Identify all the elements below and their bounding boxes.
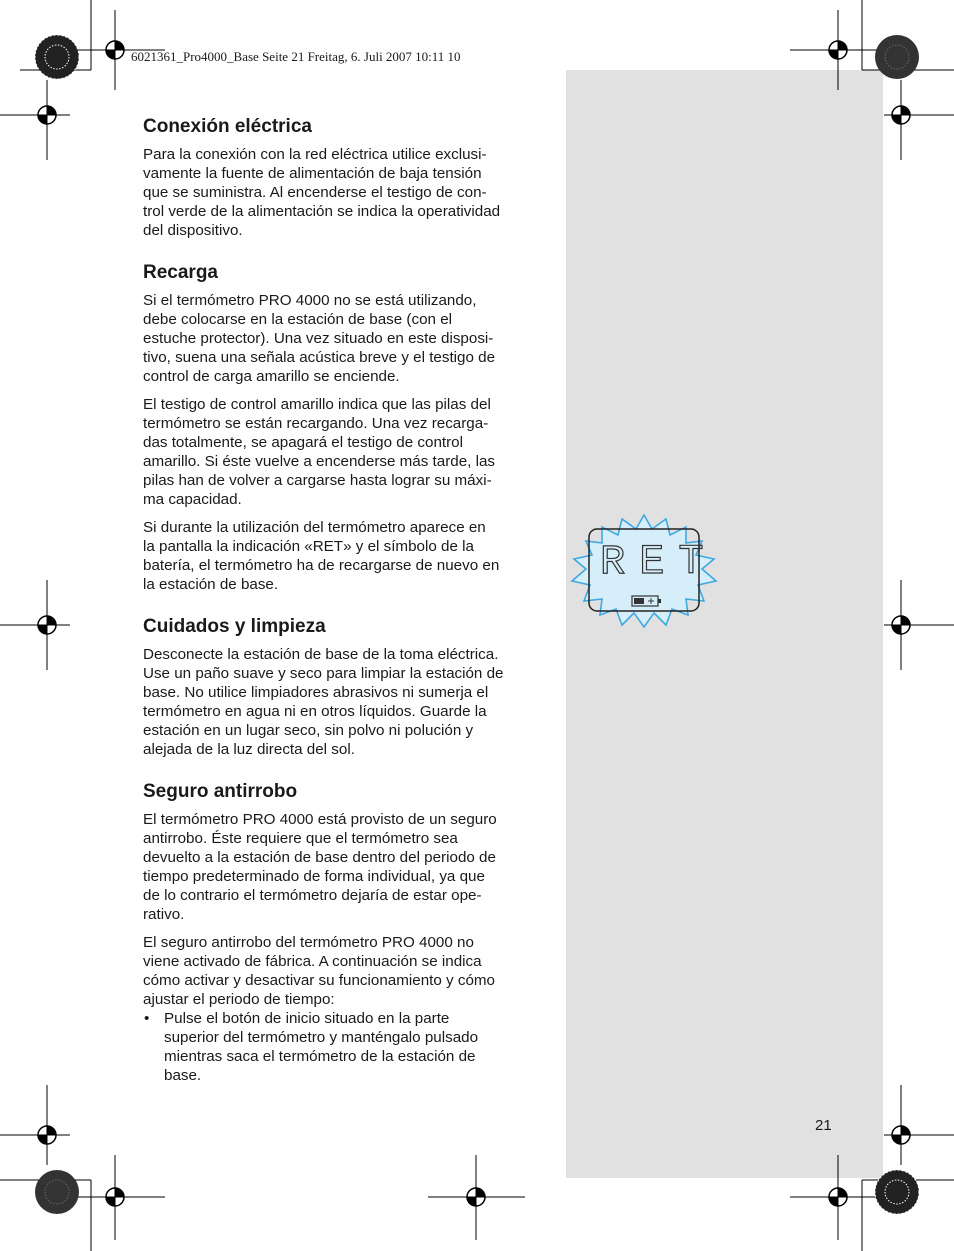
paragraph: Si durante la utilización del termómetro aparece en la pantalla la indicación «RET» y el símbolo de la batería, el termómetro ha de recargarse de nuevo en la estación de base. — [143, 519, 500, 593]
paragraph: El testigo de control amarillo indica que las pilas del termómetro se están recargando. Una vez recarga- das totalmente, se apagará el testigo de control amarillo. Si éste vuelve a encenderse más tarde, las pilas han de volver a cargarse hasta lograr su máxi- ma capacidad. — [143, 396, 496, 508]
ret-display-illustration — [570, 513, 718, 629]
list-item: • Pulse el botón de inicio situado en la parte superior del termómetro y manténgalo pulsado mientras saca el termómetro de la estación de base. — [143, 1009, 538, 1085]
paragraph: El termómetro PRO 4000 está provisto de un seguro antirrobo. Éste requiere que el termómetro sea devuelto a la estación de base dentro del periodo de tiempo predeterminado de forma individual, ya que de lo contrario el termómetro dejaría de estar ope- rativo. — [143, 811, 497, 923]
section-recarga — [143, 261, 538, 594]
page-number: 21 — [815, 1117, 832, 1134]
section-title: Cuidados y limpieza — [143, 616, 326, 637]
section-cuidados — [143, 615, 538, 759]
paragraph: Para la conexión con la red eléctrica utilice exclusi- vamente la fuente de alimentación de baja tensión que se suministra. Al encenderse el testigo de con- trol verde de la alimentación se indica la operatividad del dispositivo. — [143, 146, 501, 239]
lcd-text: RET — [600, 538, 718, 586]
main-content — [143, 115, 538, 1106]
paragraph: El seguro antirrobo del termómetro PRO 4000 no viene activado de fábrica. A continuación se indica cómo activar y desactivar su funcionamiento y cómo ajustar el periodo de tiempo: — [143, 934, 495, 1008]
paragraph: Desconecte la estación de base de la toma eléctrica. Use un paño suave y seco para limpiar la estación de base. No utilice limpiadores abrasivos ni sumerja el termómetro en agua ni en otros líquidos. Guarde la estación en un lugar seco, sin polvo ni polución y alejada de la luz directa del sol. — [143, 646, 504, 758]
section-title: Seguro antirrobo — [143, 781, 298, 802]
section-conexion — [143, 115, 538, 240]
paragraph: Si el termómetro PRO 4000 no se está utilizando, debe colocarse en la estación de base (con el estuche protector). Una vez situado en este disposi- tivo, suena una señala acústica breve y el testigo de control de carga amarillo se enciende. — [143, 292, 496, 385]
print-header: 6021361_Pro4000_Base Seite 21 Freitag, 6. Juli 2007 10:11 10 — [131, 49, 461, 64]
bullet-list — [143, 1009, 538, 1085]
section-title: Recarga — [143, 262, 218, 283]
section-title: Conexión eléctrica — [143, 116, 312, 137]
section-seguro — [143, 780, 538, 1085]
